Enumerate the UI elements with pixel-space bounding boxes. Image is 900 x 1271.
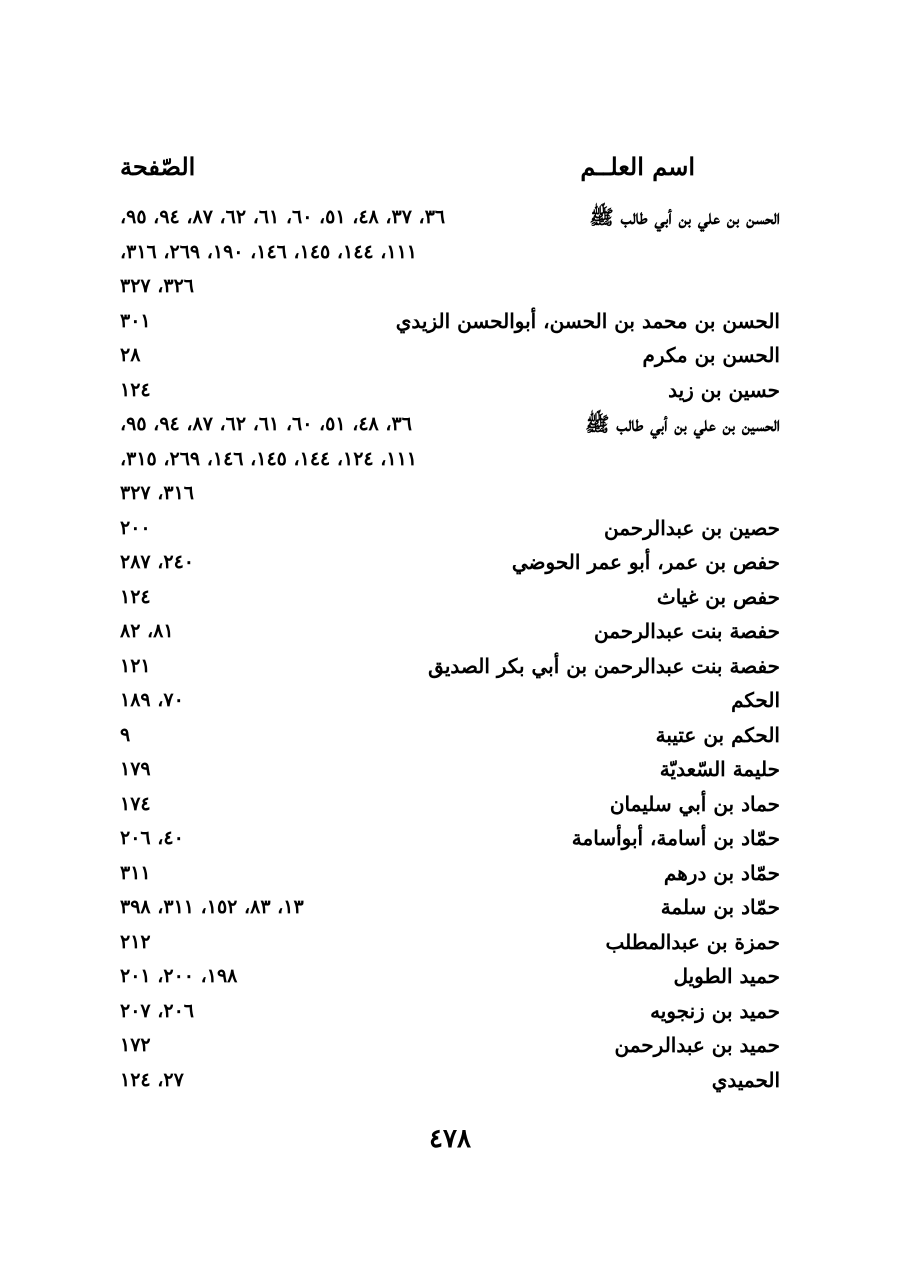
index-entry xyxy=(120,580,780,615)
entry-name: حمّاد بن أسامة، أبوأسامة xyxy=(571,826,780,850)
index-entry xyxy=(120,925,780,960)
index-entry xyxy=(120,752,780,787)
entry-pages: ١١١، ١٤٤، ١٤٥، ١٤٦، ١٩٠، ٢٦٩، ٣١٦، xyxy=(120,240,418,263)
entry-name: الحكم بن عتيبة xyxy=(655,722,780,747)
entry-name: الحميدي xyxy=(711,1067,780,1092)
entry-pages: ١٧٤ xyxy=(120,792,151,815)
entry-name: حصين بن عبدالرحمن xyxy=(604,515,780,540)
index-entry xyxy=(120,200,780,235)
index-entry xyxy=(120,304,780,339)
index-entry xyxy=(120,614,780,649)
entry-name: حفصة بنت عبدالرحمن xyxy=(593,619,780,643)
entry-pages: ٤٠، ٢٠٦ xyxy=(120,827,184,849)
index-entry xyxy=(120,1063,780,1098)
entry-pages: ٢٨ xyxy=(120,344,141,366)
index-entry xyxy=(120,269,780,304)
entry-pages: ٣٠١ xyxy=(120,309,151,332)
index-entry xyxy=(120,407,780,442)
entry-pages: ١٢٤ xyxy=(120,378,151,401)
index-entry xyxy=(120,511,780,546)
entry-pages: ١٩٨، ٢٠٠، ٢٠١ xyxy=(120,965,238,987)
entry-name: حميد بن عبدالرحمن xyxy=(614,1033,780,1057)
entry-name: حميد الطويل xyxy=(673,964,780,988)
page-number: ٤٧٨ xyxy=(429,1124,471,1154)
entry-pages: ٢٠٠ xyxy=(120,516,151,539)
entry-pages: ١٢١ xyxy=(120,654,151,677)
entry-pages: ١٧٢ xyxy=(120,1034,151,1056)
entry-name: الحسين بن علي بن أبي طالب ﷺ xyxy=(585,412,780,436)
index-entry xyxy=(120,338,780,373)
entry-pages: ٩ xyxy=(120,723,131,746)
entry-name: حماد بن أبي سليمان xyxy=(609,791,780,816)
entry-pages: ١١١، ١٢٤، ١٤٤، ١٤٥، ١٤٦، ٢٦٩، ٣١٥، xyxy=(120,447,418,470)
entry-pages: ٣١٦، ٣٢٧ xyxy=(120,482,194,504)
entry-pages: ٣١١ xyxy=(120,861,151,884)
entry-name: حمّاد بن سلمة xyxy=(660,895,780,919)
entry-name: حفص بن عمر، أبو عمر الحوضي xyxy=(511,550,780,574)
index-entry xyxy=(120,442,780,477)
column-header xyxy=(120,152,780,192)
entry-name: الحسن بن علي بن أبي طالب ﷺ xyxy=(589,205,780,229)
entry-name: حليمة السّعديّة xyxy=(659,757,780,781)
entry-pages: ٨١، ٨٢ xyxy=(120,620,174,642)
index-entry xyxy=(120,994,780,1029)
index-entry xyxy=(120,649,780,684)
entry-name: الحكم xyxy=(731,688,780,712)
name-column-heading: اسم العلــم xyxy=(580,152,695,181)
index-entry xyxy=(120,718,780,753)
index-entry xyxy=(120,235,780,270)
entry-pages: ١٢٤ xyxy=(120,585,151,608)
index-entry xyxy=(120,821,780,856)
entry-name: الحسن بن محمد بن الحسن، أبوالحسن الزيدي xyxy=(395,308,780,333)
entry-pages: ٣٢٦، ٣٢٧ xyxy=(120,275,194,297)
page-column-heading: الصّفحة xyxy=(120,152,196,181)
index-entry xyxy=(120,683,780,718)
entry-pages: ٢٧، ١٢٤ xyxy=(120,1068,184,1091)
entry-name: الحسن بن مكرم xyxy=(642,343,780,367)
index-entries xyxy=(120,200,780,1097)
index-entry xyxy=(120,787,780,822)
index-entry xyxy=(120,1028,780,1063)
entry-name: حمّاد بن درهم xyxy=(663,860,780,885)
entry-name: حمزة بن عبدالمطلب xyxy=(605,929,780,954)
entry-pages: ٢٤٠، ٢٨٧ xyxy=(120,551,194,573)
index-entry xyxy=(120,476,780,511)
index-entry xyxy=(120,890,780,925)
entry-name: حسين بن زيد xyxy=(668,377,780,402)
entry-name: حفص بن غياث xyxy=(656,584,780,609)
entry-pages: ٧٠، ١٨٩ xyxy=(120,689,184,711)
entry-pages: ١٧٩ xyxy=(120,758,151,780)
entry-name: حميد بن زنجويه xyxy=(650,998,780,1023)
index-entry xyxy=(120,959,780,994)
index-entry xyxy=(120,856,780,891)
entry-pages: ٣٦، ٣٧، ٤٨، ٥١، ٦٠، ٦١، ٦٢، ٨٧، ٩٤، ٩٥، xyxy=(120,206,446,228)
index-entry xyxy=(120,545,780,580)
entry-pages: ٢١٢ xyxy=(120,930,151,953)
entry-pages: ١٣، ٨٣، ١٥٢، ٣١١، ٣٩٨ xyxy=(120,896,304,918)
entry-name: حفصة بنت عبدالرحمن بن أبي بكر الصديق xyxy=(428,653,780,678)
index-entry xyxy=(120,373,780,408)
entry-pages: ٣٦، ٤٨، ٥١، ٦٠، ٦١، ٦٢، ٨٧، ٩٤، ٩٥، xyxy=(120,413,412,435)
entry-pages: ٢٠٦، ٢٠٧ xyxy=(120,999,194,1022)
